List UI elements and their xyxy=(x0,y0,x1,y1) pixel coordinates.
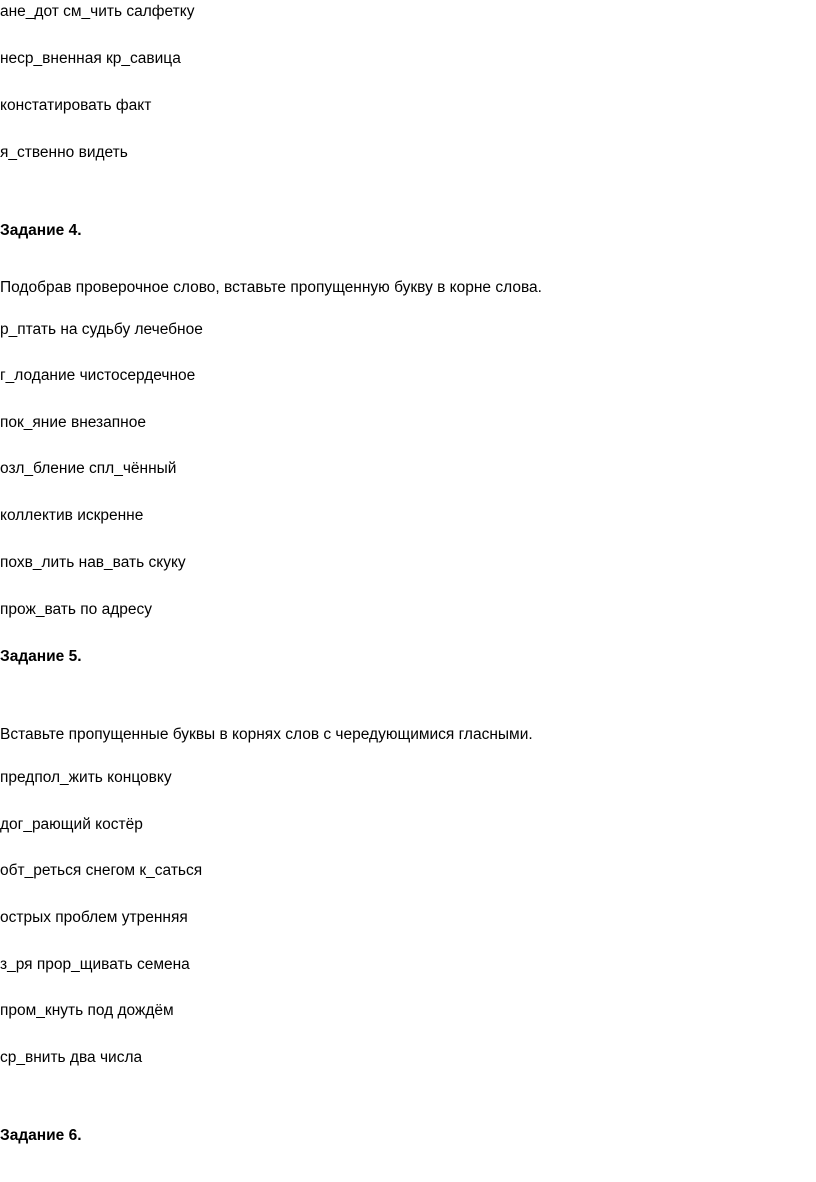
exercise-line: ср_внить два числа xyxy=(0,1049,143,1066)
exercise-line: констатировать факт xyxy=(0,97,152,114)
exercise-line: острых проблем утренняя xyxy=(0,909,188,926)
exercise-line: я_ственно видеть xyxy=(0,144,128,161)
exercise-line: пок_яние внезапное xyxy=(0,414,146,431)
exercise-line: похв_лить нав_вать скуку xyxy=(0,554,186,571)
exercise-line: дог_рающий костёр xyxy=(0,816,143,833)
exercise-line: прож_вать по адресу xyxy=(0,601,152,618)
exercise-line: предпол_жить концовку xyxy=(0,769,172,786)
exercise-line: р_птать на судьбу лечебное xyxy=(0,321,203,338)
task-6-heading: Задание 6. xyxy=(0,1127,82,1144)
task-4-instruction: Подобрав проверочное слово, вставьте пропущенную букву в корне слова. xyxy=(0,279,542,296)
exercise-line: пром_кнуть под дождём xyxy=(0,1002,174,1019)
exercise-line: обт_реться снегом к_саться xyxy=(0,862,203,879)
task-5-heading: Задание 5. xyxy=(0,648,82,665)
task-5-instruction: Вставьте пропущенные буквы в корнях слов с чередующимися гласными. xyxy=(0,726,533,743)
exercise-line: г_лодание чистосердечное xyxy=(0,367,196,384)
exercise-line: ане_дот см_чить салфетку xyxy=(0,3,195,20)
exercise-line: з_ря прор_щивать семена xyxy=(0,956,190,973)
task-4-heading: Задание 4. xyxy=(0,222,82,239)
exercise-line: неср_вненная кр_савица xyxy=(0,50,181,67)
exercise-line: озл_бление спл_чённый xyxy=(0,460,177,477)
exercise-line: коллектив искренне xyxy=(0,507,144,524)
